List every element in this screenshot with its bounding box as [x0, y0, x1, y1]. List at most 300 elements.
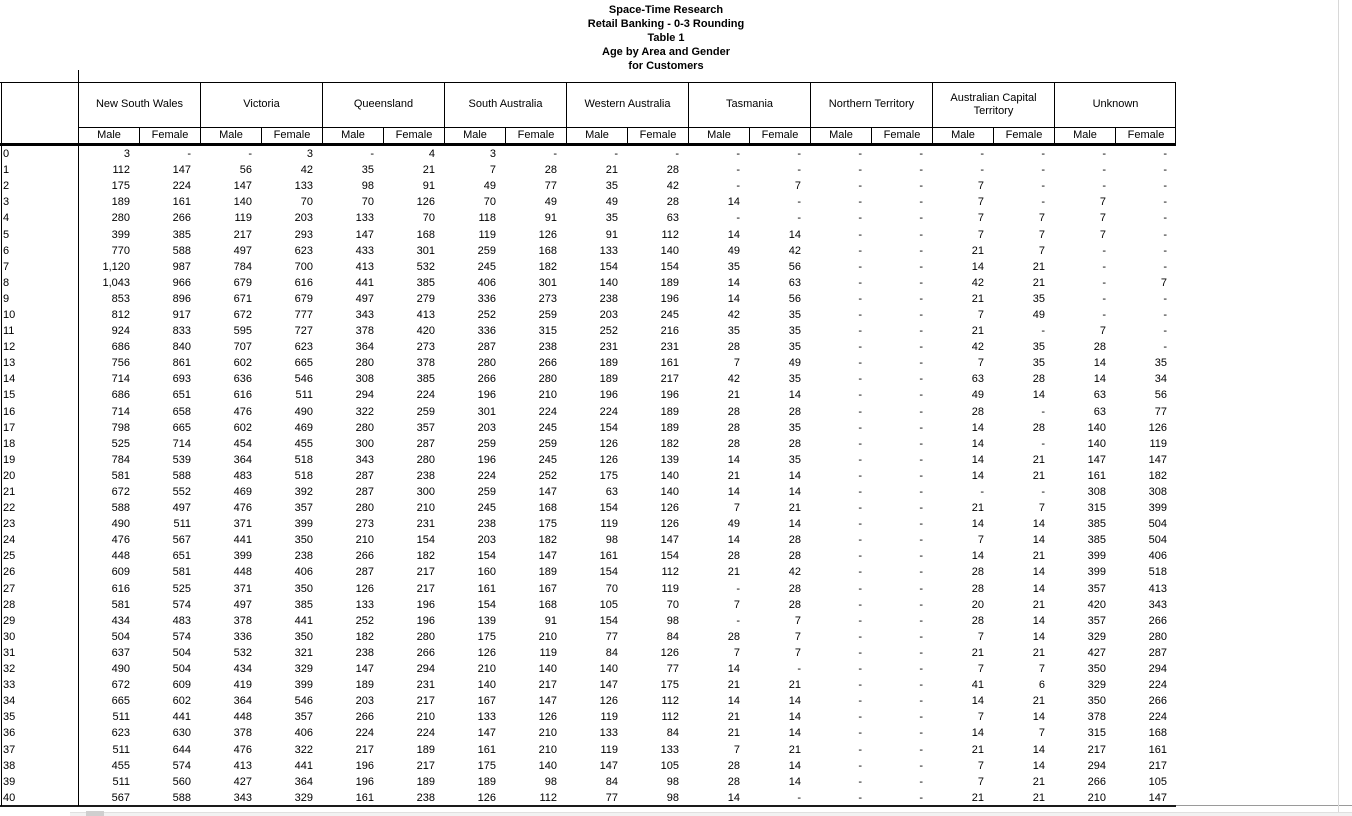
data-cell: - [858, 646, 862, 659]
data-cell: 77 [666, 663, 679, 676]
header-divider-line [78, 127, 1176, 128]
data-cell: 14 [727, 228, 740, 241]
data-cell: 287 [416, 437, 435, 450]
data-cell: 476 [233, 405, 252, 418]
data-cell: 448 [233, 566, 252, 579]
data-cell: 693 [172, 373, 191, 386]
data-cell: - [858, 630, 862, 643]
data-cell: - [919, 308, 923, 321]
data-cell: 7 [794, 630, 801, 643]
data-cell: 385 [172, 228, 191, 241]
data-cell: 490 [294, 405, 313, 418]
data-cell: - [797, 148, 801, 161]
data-cell: 49 [483, 180, 496, 193]
data-cell: 105 [1148, 775, 1167, 788]
data-cell: 133 [477, 711, 496, 724]
data-cell: 217 [1148, 759, 1167, 772]
data-cell: - [919, 518, 923, 531]
data-cell: - [858, 212, 862, 225]
data-cell: 70 [483, 196, 496, 209]
data-cell: - [858, 453, 862, 466]
data-cell: 154 [477, 598, 496, 611]
data-cell: 189 [477, 775, 496, 788]
data-cell: - [1163, 228, 1167, 241]
data-cell: 399 [294, 518, 313, 531]
data-cell: 532 [416, 260, 435, 273]
data-cell: 308 [1087, 486, 1106, 499]
data-cell: 35 [788, 421, 801, 434]
data-cell: 203 [477, 534, 496, 547]
data-cell: 651 [172, 389, 191, 402]
data-cell: 7 [794, 180, 801, 193]
data-cell: 28 [788, 437, 801, 450]
data-cell: 126 [538, 228, 557, 241]
data-cell: 28 [788, 405, 801, 418]
data-cell: 98 [666, 775, 679, 788]
data-cell: 126 [660, 502, 679, 515]
data-cell: - [1102, 260, 1106, 273]
data-cell: 14 [788, 727, 801, 740]
data-cell: - [919, 550, 923, 563]
data-cell: 21 [971, 292, 984, 305]
data-cell: 126 [477, 646, 496, 659]
data-cell: 392 [294, 486, 313, 499]
data-cell: 21 [1032, 550, 1045, 563]
data-cell: 567 [111, 791, 130, 804]
data-cell: 280 [477, 357, 496, 370]
data-cell: 770 [111, 244, 130, 257]
data-cell: 609 [111, 566, 130, 579]
data-cell: - [858, 534, 862, 547]
data-cell: 84 [666, 727, 679, 740]
data-cell: 210 [538, 743, 557, 756]
data-cell: 364 [294, 775, 313, 788]
data-cell: 385 [416, 276, 435, 289]
data-cell: 259 [477, 244, 496, 257]
data-cell: 300 [416, 486, 435, 499]
data-cell: 238 [416, 469, 435, 482]
data-cell: 20 [971, 598, 984, 611]
data-cell: 14 [727, 695, 740, 708]
data-cell: 133 [660, 743, 679, 756]
data-cell: 399 [1148, 502, 1167, 515]
data-cell: 636 [233, 373, 252, 386]
data-cell: 189 [660, 276, 679, 289]
data-cell: - [919, 711, 923, 724]
data-cell: 840 [172, 341, 191, 354]
data-cell: 259 [538, 308, 557, 321]
data-cell: 616 [294, 276, 313, 289]
data-cell: 406 [1148, 550, 1167, 563]
data-cell: - [1041, 148, 1045, 161]
data-cell: 126 [599, 695, 618, 708]
data-cell: 861 [172, 357, 191, 370]
data-cell: - [919, 389, 923, 402]
data-cell: 546 [294, 373, 313, 386]
data-cell: 154 [599, 421, 618, 434]
data-cell: - [919, 502, 923, 515]
data-cell: - [1163, 292, 1167, 305]
data-cell: - [858, 582, 862, 595]
data-cell: 210 [355, 534, 374, 547]
data-cell: 21 [727, 679, 740, 692]
data-cell: 182 [416, 550, 435, 563]
data-cell: 238 [294, 550, 313, 563]
data-cell: 126 [477, 791, 496, 804]
data-cell: 21 [971, 646, 984, 659]
data-cell: - [919, 614, 923, 627]
data-cell: - [919, 663, 923, 676]
data-cell: 28 [971, 405, 984, 418]
data-cell: 70 [422, 212, 435, 225]
data-cell: - [1102, 164, 1106, 177]
row-header-divider [78, 70, 79, 806]
age-label: 26 [3, 566, 16, 579]
data-cell: 126 [355, 582, 374, 595]
data-cell: 91 [605, 228, 618, 241]
data-cell: 224 [477, 469, 496, 482]
data-cell: - [858, 695, 862, 708]
age-label: 4 [3, 212, 10, 225]
data-cell: - [736, 614, 740, 627]
data-cell: 14 [788, 228, 801, 241]
age-label: 20 [3, 469, 16, 482]
data-cell: 14 [727, 534, 740, 547]
data-cell: - [858, 196, 862, 209]
data-cell: 196 [660, 292, 679, 305]
data-cell: 119 [661, 582, 679, 595]
data-cell: 210 [416, 711, 435, 724]
data-cell: 399 [294, 679, 313, 692]
data-cell: 34 [1154, 373, 1167, 386]
data-cell: 427 [1087, 646, 1106, 659]
data-cell: 518 [294, 469, 313, 482]
data-cell: 574 [172, 630, 191, 643]
data-cell: 231 [416, 679, 435, 692]
data-cell: - [858, 711, 862, 724]
data-cell: 21 [971, 743, 984, 756]
data-cell: 497 [233, 244, 252, 257]
data-cell: 35 [788, 373, 801, 386]
data-cell: 7 [977, 759, 984, 772]
data-cell: 175 [538, 518, 557, 531]
data-cell: 448 [111, 550, 130, 563]
data-cell: 21 [971, 244, 984, 257]
subheader-female: Female [505, 127, 566, 143]
data-cell: - [919, 582, 923, 595]
data-cell: 84 [605, 775, 618, 788]
data-cell: 7 [977, 534, 984, 547]
data-cell: - [1163, 260, 1167, 273]
data-cell: 343 [233, 791, 252, 804]
data-cell: 154 [599, 502, 618, 515]
data-cell: 154 [660, 260, 679, 273]
data-cell: 630 [172, 727, 191, 740]
data-cell: - [919, 373, 923, 386]
data-cell: 175 [111, 180, 130, 193]
data-cell: 84 [666, 630, 679, 643]
data-cell: - [858, 180, 862, 193]
data-cell: - [858, 148, 862, 161]
data-cell: - [1041, 196, 1045, 209]
data-cell: 273 [538, 292, 557, 305]
data-cell: 280 [355, 502, 374, 515]
data-cell: 70 [605, 582, 618, 595]
data-cell: 3 [123, 148, 130, 161]
data-cell: 140 [660, 486, 679, 499]
data-cell: 42 [971, 341, 984, 354]
data-cell: 161 [355, 791, 374, 804]
data-cell: 133 [599, 727, 618, 740]
data-cell: 147 [233, 180, 252, 193]
data-cell: 203 [599, 308, 618, 321]
age-label: 40 [3, 791, 16, 804]
data-cell: 98 [361, 180, 374, 193]
data-cell: 301 [416, 244, 435, 257]
data-cell: - [919, 791, 923, 804]
data-cell: 140 [660, 469, 679, 482]
data-cell: 7 [1038, 212, 1045, 225]
data-cell: 714 [111, 373, 130, 386]
age-label: 33 [3, 679, 16, 692]
data-cell: 238 [599, 292, 618, 305]
data-cell: 126 [599, 453, 618, 466]
data-cell: 147 [1148, 453, 1167, 466]
data-cell: - [980, 164, 984, 177]
age-label: 37 [3, 743, 16, 756]
data-cell: - [858, 469, 862, 482]
data-cell: 189 [111, 196, 130, 209]
data-cell: 21 [422, 164, 435, 177]
data-cell: 21 [605, 164, 618, 177]
data-cell: 7 [977, 196, 984, 209]
data-cell: - [858, 743, 862, 756]
data-cell: 63 [1093, 405, 1106, 418]
data-cell: 28 [727, 421, 740, 434]
data-cell: 203 [477, 421, 496, 434]
data-cell: 385 [416, 373, 435, 386]
age-label: 39 [3, 775, 16, 788]
data-cell: - [858, 389, 862, 402]
data-cell: 518 [1148, 566, 1167, 579]
data-cell: 161 [477, 743, 496, 756]
data-cell: 672 [111, 486, 130, 499]
data-cell: 419 [233, 679, 252, 692]
data-cell: 406 [294, 727, 313, 740]
data-cell: 259 [538, 437, 557, 450]
data-cell: - [553, 148, 557, 161]
data-cell: 217 [416, 582, 435, 595]
data-cell: - [614, 148, 618, 161]
data-cell: - [919, 469, 923, 482]
data-cell: 41 [971, 679, 984, 692]
subheader-male: Male [566, 127, 627, 143]
data-cell: - [919, 759, 923, 772]
data-cell: - [858, 566, 862, 579]
data-cell: - [919, 164, 923, 177]
data-cell: - [858, 260, 862, 273]
data-cell: 14 [727, 791, 740, 804]
data-cell: 301 [477, 405, 496, 418]
data-cell: 119 [600, 743, 618, 756]
data-cell: 98 [605, 534, 618, 547]
data-cell: 378 [416, 357, 435, 370]
data-cell: 329 [294, 663, 313, 676]
column-group-unknown: Unknown [1054, 82, 1176, 127]
data-cell: - [858, 502, 862, 515]
data-cell: 294 [1148, 663, 1167, 676]
data-cell: 35 [1032, 292, 1045, 305]
horizontal-scrollbar-thumb[interactable] [86, 811, 104, 816]
data-cell: 14 [788, 775, 801, 788]
data-cell: - [858, 325, 862, 338]
data-cell: 238 [416, 791, 435, 804]
data-cell: 70 [666, 598, 679, 611]
data-cell: 321 [294, 646, 313, 659]
data-cell: 378 [233, 727, 252, 740]
data-cell: - [797, 164, 801, 177]
data-cell: - [919, 405, 923, 418]
data-cell: 98 [544, 775, 557, 788]
data-cell: 602 [233, 421, 252, 434]
data-cell: 539 [172, 453, 191, 466]
data-cell: 245 [660, 308, 679, 321]
data-cell: 224 [538, 405, 557, 418]
data-cell: 714 [111, 405, 130, 418]
data-cell: 42 [788, 566, 801, 579]
data-cell: 315 [1087, 727, 1106, 740]
data-cell: 336 [477, 292, 496, 305]
table-border-bottom [0, 805, 1176, 807]
table-header [0, 82, 1176, 143]
data-cell: 280 [355, 421, 374, 434]
data-cell: 525 [111, 437, 130, 450]
data-cell: 196 [599, 389, 618, 402]
data-cell: 7 [1038, 727, 1045, 740]
data-cell: 28 [788, 582, 801, 595]
data-cell: 217 [416, 759, 435, 772]
data-cell: 294 [1087, 759, 1106, 772]
data-cell: 28 [544, 164, 557, 177]
data-cell: - [1041, 164, 1045, 177]
data-cell: 140 [538, 759, 557, 772]
data-cell: 616 [111, 582, 130, 595]
data-cell: 406 [477, 276, 496, 289]
subheader-female: Female [383, 127, 444, 143]
data-cell: - [858, 614, 862, 627]
data-cell: - [187, 148, 191, 161]
data-cell: 140 [660, 244, 679, 257]
data-cell: 14 [1032, 614, 1045, 627]
data-cell: 315 [1087, 502, 1106, 515]
data-cell: 14 [727, 486, 740, 499]
data-cell: 518 [294, 453, 313, 466]
age-label: 11 [3, 325, 15, 338]
data-cell: 14 [971, 469, 984, 482]
data-cell: 511 [112, 711, 130, 724]
age-label: 35 [3, 711, 16, 724]
data-cell: 602 [172, 695, 191, 708]
data-cell: 434 [233, 663, 252, 676]
age-label: 36 [3, 727, 16, 740]
data-cell: 588 [111, 502, 130, 515]
data-cell: 35 [361, 164, 374, 177]
data-cell: 196 [477, 453, 496, 466]
data-cell: - [919, 598, 923, 611]
data-cell: 35 [727, 260, 740, 273]
data-cell: - [919, 727, 923, 740]
data-cell: 280 [1148, 630, 1167, 643]
data-cell: 14 [1032, 566, 1045, 579]
data-cell: 623 [294, 341, 313, 354]
data-cell: 238 [355, 646, 374, 659]
data-cell: 7 [977, 775, 984, 788]
column-group-tasmania: Tasmania [688, 82, 810, 127]
age-label: 9 [3, 292, 10, 305]
data-cell: 35 [788, 453, 801, 466]
data-cell: - [858, 292, 862, 305]
data-cell: 273 [355, 518, 374, 531]
subheader-male: Male [810, 127, 871, 143]
data-cell: 21 [727, 711, 740, 724]
data-cell: 266 [477, 373, 496, 386]
data-cell: 49 [605, 196, 618, 209]
data-cell: 595 [233, 325, 252, 338]
age-label: 5 [3, 228, 10, 241]
data-cell: 224 [416, 727, 435, 740]
data-cell: 14 [788, 711, 801, 724]
data-cell: 14 [971, 260, 984, 273]
data-cell: 182 [355, 630, 374, 643]
data-cell: - [919, 180, 923, 193]
data-cell: 966 [172, 276, 191, 289]
data-cell: 217 [416, 695, 435, 708]
data-cell: 189 [416, 775, 435, 788]
data-cell: 7 [1160, 276, 1167, 289]
data-cell: 161 [477, 582, 496, 595]
data-cell: 189 [660, 421, 679, 434]
data-cell: 140 [1087, 421, 1106, 434]
age-label: 10 [3, 308, 16, 321]
data-cell: 119 [600, 711, 618, 724]
data-cell: 686 [111, 389, 130, 402]
data-cell: 7 [1038, 244, 1045, 257]
data-cell: 21 [727, 566, 740, 579]
data-cell: 343 [355, 308, 374, 321]
data-cell: 14 [1032, 759, 1045, 772]
data-cell: 609 [172, 679, 191, 692]
data-cell: 490 [111, 663, 130, 676]
data-cell: 364 [233, 453, 252, 466]
data-cell: 161 [660, 357, 679, 370]
data-cell: 21 [727, 727, 740, 740]
data-cell: 7 [733, 598, 740, 611]
data-cell: 581 [172, 566, 191, 579]
data-cell: 14 [1032, 711, 1045, 724]
data-cell: 147 [355, 663, 374, 676]
horizontal-scrollbar-track[interactable] [70, 812, 1352, 816]
data-cell: 280 [538, 373, 557, 386]
data-cell: 84 [605, 646, 618, 659]
data-cell: - [736, 582, 740, 595]
data-cell: - [919, 148, 923, 161]
data-cell: 364 [355, 341, 374, 354]
data-cell: 343 [1148, 598, 1167, 611]
data-cell: 671 [233, 292, 252, 305]
data-cell: 98 [666, 791, 679, 804]
data-cell: 35 [1154, 357, 1167, 370]
data-cell: - [919, 453, 923, 466]
